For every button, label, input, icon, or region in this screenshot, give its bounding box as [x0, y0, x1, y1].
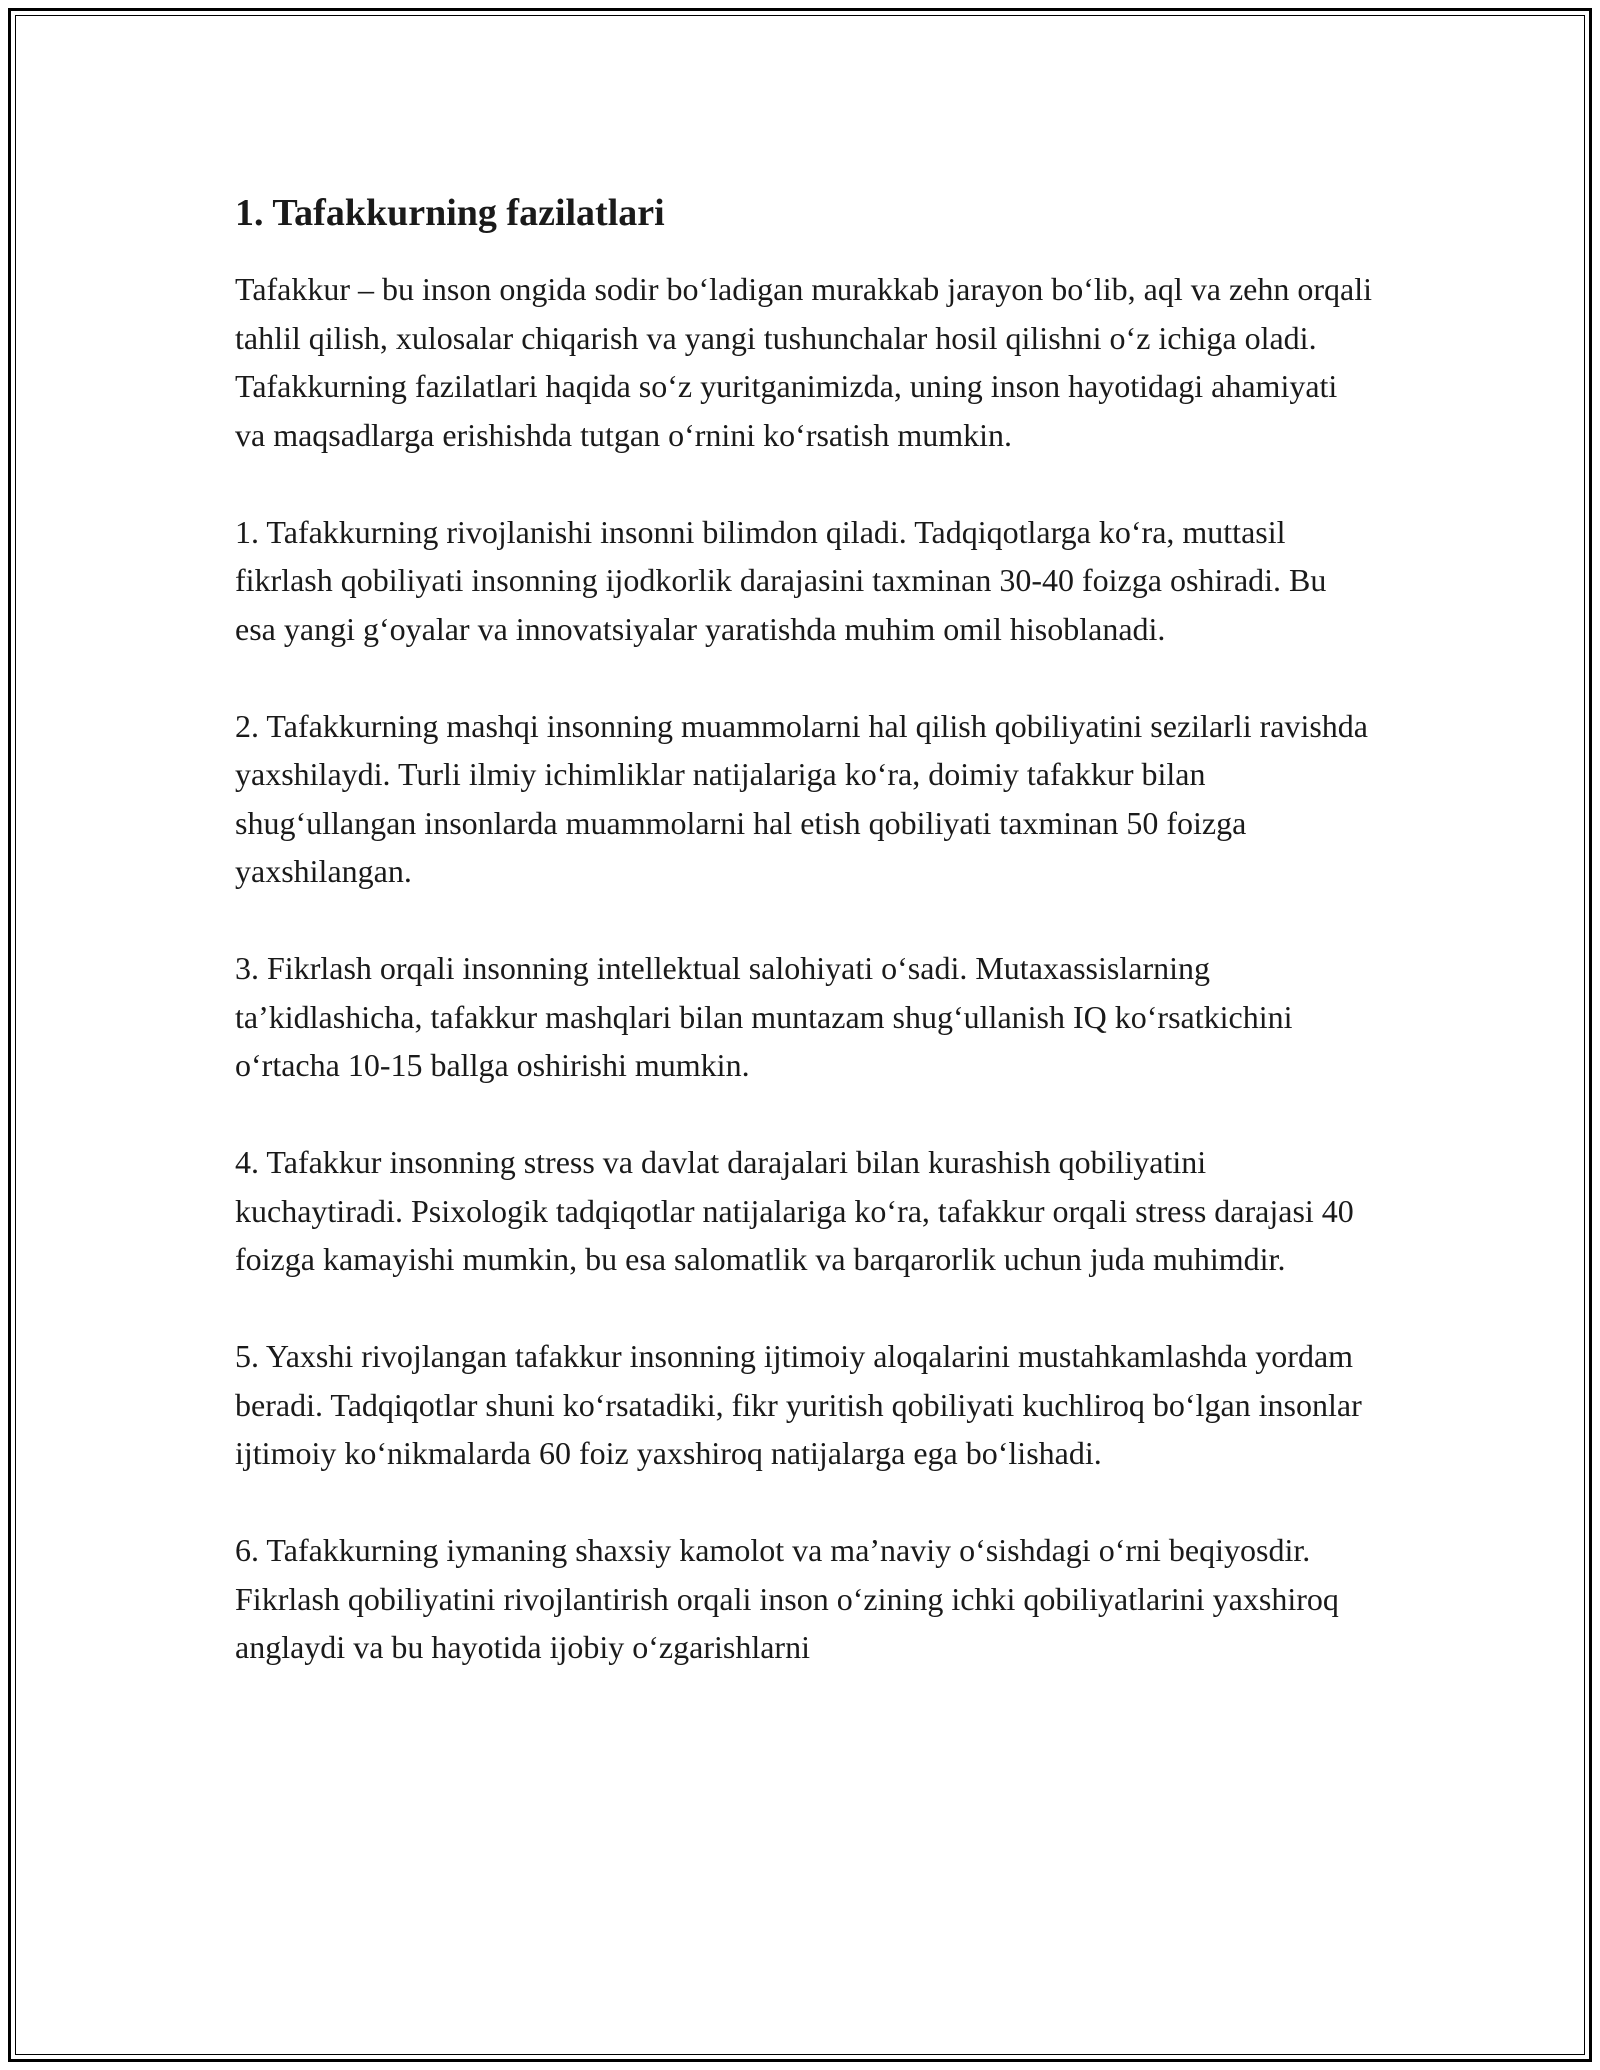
paragraph-item-3: 3. Fikrlash orqali insonning intellektual salohiyati oʻsadi. Mutaxassislarning ta’kidlashicha, tafakkur mashqlari bilan muntazam shugʻullanish IQ koʻrsatkichini oʻrtacha 10-15 ballga oshirishi mumkin.	[235, 950, 1293, 1083]
document-title: 1. Tafakkurning fazilatlari	[235, 192, 665, 234]
paragraph-item-6: 6. Tafakkurning iymaning shaxsiy kamolot va ma’naviy oʻsishdagi oʻrni beqiyosdir. Fikrlash qobiliyatini rivojlantirish orqali inson oʻzining ichki qobiliyatlarini yaxshiroq anglaydi va bu hayotida ijobiy oʻzgarishlarni	[235, 1532, 1339, 1665]
paragraph-item-4: 4. Tafakkur insonning stress va davlat darajalari bilan kurashish qobiliyatini kuchaytiradi. Psixologik tadqiqotlar natijalariga koʻra, tafakkur orqali stress darajasi 40 foizga kamayishi mumkin, bu esa salomatlik va barqarorlik uchun juda muhimdir.	[235, 1144, 1354, 1277]
paragraph-item-5: 5. Yaxshi rivojlangan tafakkur insonning ijtimoiy aloqalarini mustahkamlashda yordam beradi. Tadqiqotlar shuni koʻrsatadiki, fikr yuritish qobiliyati kuchliroq boʻlgan insonlar ijtimoiy koʻnikmalarda 60 foiz yaxshiroq natijalarga ega boʻlishadi.	[235, 1338, 1362, 1471]
intro-paragraph: Tafakkur – bu inson ongida sodir boʻladigan murakkab jarayon boʻlib, aql va zehn orqali tahlil qilish, xulosalar chiqarish va yangi tushunchalar hosil qilishni oʻz ichiga oladi. Tafakkurning fazilatlari haqida soʻz yuritganimizda, uning inson hayotidagi ahamiyati va maqsadlarga erishishda tutgan oʻrnini koʻrsatish mumkin.	[235, 271, 1372, 453]
paragraph-item-1: 1. Tafakkurning rivojlanishi insonni bilimdon qiladi. Tadqiqotlarga koʻra, muttasil fikrlash qobiliyati insonning ijodkorlik darajasini taxminan 30-40 foizga oshiradi. Bu esa yangi gʻoyalar va innovatsiyalar yaratishda muhim omil hisoblanadi.	[235, 513, 1327, 647]
paragraph-item-2: 2. Tafakkurning mashqi insonning muammolarni hal qilish qobiliyatini sezilarli ravishda yaxshilaydi. Turli ilmiy ichimliklar natijalariga koʻra, doimiy tafakkur bilan shugʻullangan insonlarda muammolarni hal etish qobiliyati taxminan 50 foizga yaxshilangan.	[235, 707, 1368, 889]
document-body	[235, 185, 1375, 1672]
